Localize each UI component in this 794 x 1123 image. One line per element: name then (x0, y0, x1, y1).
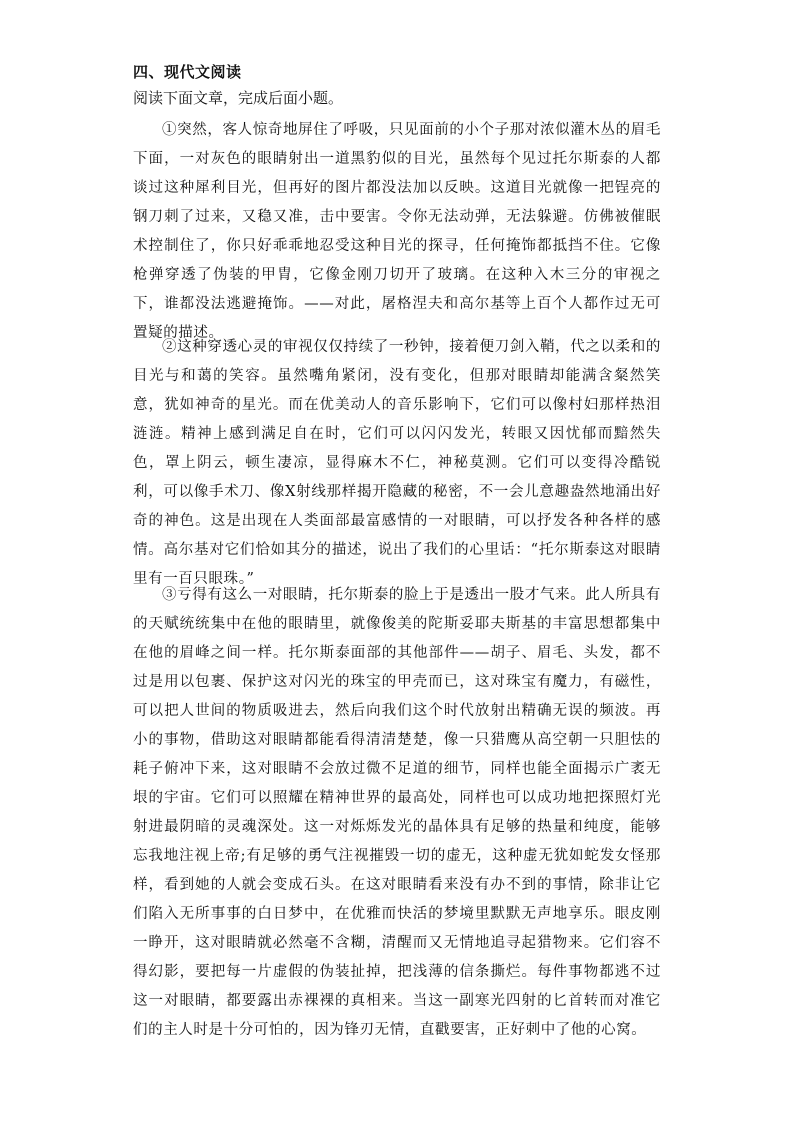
section-title: 四、现代文阅读 (133, 63, 242, 81)
paragraph-1: ①突然，客人惊奇地屏住了呼吸，只见面前的小个子那对浓似灌木丛的眉毛下面，一对灰色的眼睛射出一道黑豹似的目光，虽然每个见过托尔斯泰的人都谈过这种犀利目光，但再好的图片都没法加以反映。这道目光就像一把锃亮的钢刀刺了过来，又稳又准，击中要害。令你无法动弹，无法躲避。仿佛被催眠术控制住了，你只好乖乖地忍受这种目光的探寻，任何掩饰都抵挡不住。它像枪弹穿透了伪装的甲胄，它像金刚刀切开了玻璃。在这种入木三分的审视之下，谁都没法逃避掩饰。——对此，屠格涅夫和高尔基等上百个人都作过无可置疑的描述。 (133, 122, 661, 341)
reading-instruction: 阅读下面文章，完成后面小题。 (133, 89, 344, 107)
paragraph-3: ③亏得有这么一对眼睛，托尔斯泰的脸上于是透出一股才气来。此人所具有的天赋统统集中在他的眼睛里，就像俊美的陀斯妥耶夫斯基的丰富思想都集中在他的眉峰之间一样。托尔斯泰面部的其他部件——胡子、眉毛、头发，都不过是用以包裹、保护这对闪光的珠宝的甲壳而已，这对珠宝有魔力，有磁性，可以把人世间的物质吸进去，然后向我们这个时代放射出精确无误的频波。再小的事物，借助这对眼睛都能看得清清楚楚，像一只猎鹰从高空朝一只胆怯的耗子俯冲下来，这对眼睛不会放过微不足道的细节，同样也能全面揭示广袤无垠的宇宙。它们可以照耀在精神世界的最高处，同样也可以成功地把探照灯光射进最阴暗的灵魂深处。这一对烁烁发光的晶体具有足够的热量和纯度，能够忘我地注视上帝;有足够的勇气注视摧毁一切的虚无，这种虚无犹如蛇发女怪那样，看到她的人就会变成石头。在这对眼睛看来没有办不到的事情，除非让它们陷入无所事事的白日梦中，在优雅而快活的梦境里默默无声地享乐。眼皮刚一睁开，这对眼睛就必然毫不含糊，清醒而又无情地追寻起猎物来。它们容不得幻影，要把每一片虚假的伪装扯掉，把浅薄的信条撕烂。每件事物都逃不过这一对眼睛，都要露出赤裸裸的真相来。当这一副寒光四射的匕首转而对准它们的主人时是十分可怕的，因为锋刃无情，直戳要害，正好刺中了他的心窝。 (133, 587, 661, 1038)
paragraph-2: ②这种穿透心灵的审视仅仅持续了一秒钟，接着便刀剑入鞘，代之以柔和的目光与和蔼的笑容。虽然嘴角紧闭，没有变化，但那对眼睛却能满含粲然笑意，犹如神奇的星光。而在优美动人的音乐影响下，它们可以像村妇那样热泪涟涟。精神上感到满足自在时，它们可以闪闪发光，转眼又因忧郁而黯然失色，罩上阴云，顿生凄凉，显得麻木不仁，神秘莫测。它们可以变得冷酷锐利，可以像手术刀、像X射线那样揭开隐藏的秘密，不一会儿意趣盎然地涌出好奇的神色。这是出现在人类面部最富感情的一对眼睛，可以抒发各种各样的感情。高尔基对它们恰如其分的描述，说出了我们的心里话：“托尔斯泰这对眼睛里有一百只眼珠。” (133, 339, 661, 587)
